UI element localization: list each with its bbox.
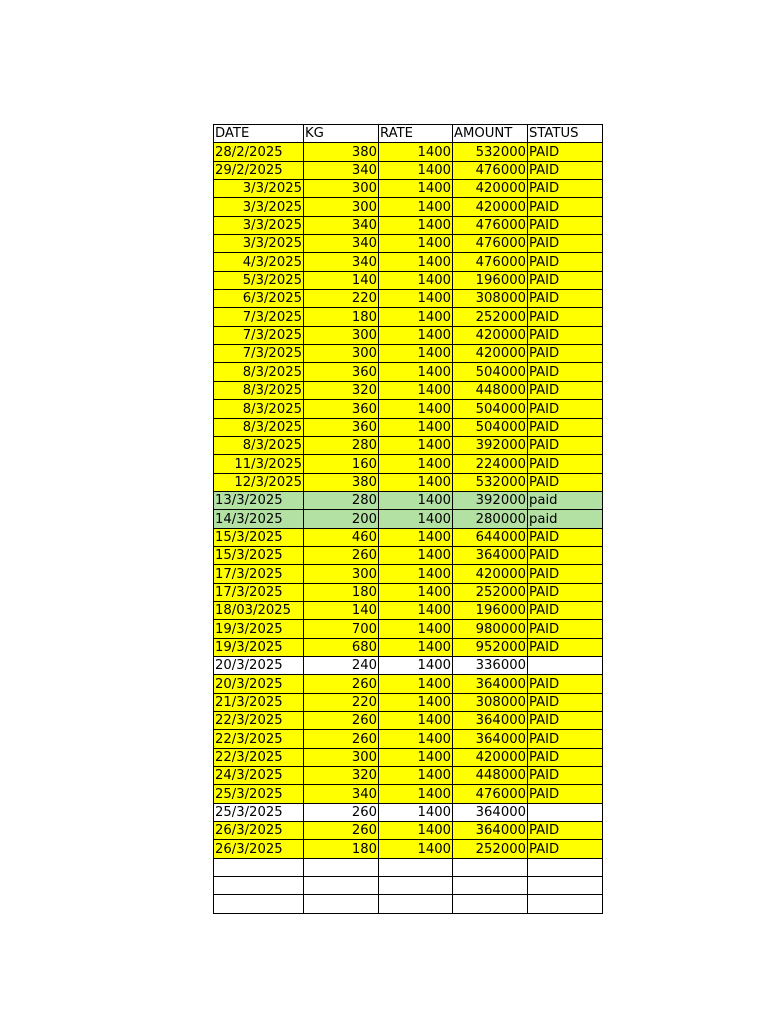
cell-rate: 1400	[379, 198, 453, 216]
cell-status: PAID	[528, 216, 603, 234]
cell-kg: 380	[304, 143, 379, 161]
cell-kg: 340	[304, 235, 379, 253]
cell-rate: 1400	[379, 803, 453, 821]
cell-status: PAID	[528, 840, 603, 858]
cell-rate: 1400	[379, 675, 453, 693]
cell-status: PAID	[528, 198, 603, 216]
cell-date: 20/3/2025	[214, 675, 304, 693]
cell-status: PAID	[528, 161, 603, 179]
cell-rate: 1400	[379, 253, 453, 271]
cell-kg: 160	[304, 455, 379, 473]
cell-kg: 300	[304, 565, 379, 583]
cell-amount: 336000	[453, 656, 528, 674]
table-row	[214, 290, 603, 308]
table-row	[214, 216, 603, 234]
cell-amount: 196000	[453, 271, 528, 289]
cell-rate: 1400	[379, 161, 453, 179]
cell-amount: 364000	[453, 822, 528, 840]
table-row	[214, 235, 603, 253]
cell-status: PAID	[528, 473, 603, 491]
cell-date: 7/3/2025	[214, 308, 304, 326]
cell-kg: 300	[304, 180, 379, 198]
cell-date: 22/3/2025	[214, 712, 304, 730]
cell-amount: 952000	[453, 638, 528, 656]
table-body	[214, 143, 603, 913]
cell-kg: 360	[304, 363, 379, 381]
cell-rate: 1400	[379, 510, 453, 528]
cell-rate: 1400	[379, 491, 453, 509]
cell-rate: 1400	[379, 345, 453, 363]
cell-status: PAID	[528, 748, 603, 766]
cell-rate: 1400	[379, 400, 453, 418]
cell-rate: 1400	[379, 638, 453, 656]
cell-kg: 380	[304, 473, 379, 491]
cell-amount: 392000	[453, 491, 528, 509]
table-row	[214, 877, 603, 895]
cell-kg: 300	[304, 748, 379, 766]
header-kg: KG	[304, 125, 379, 143]
cell-amount: 420000	[453, 180, 528, 198]
table-row	[214, 326, 603, 344]
cell-date: 11/3/2025	[214, 455, 304, 473]
cell-date: 8/3/2025	[214, 381, 304, 399]
cell-status: paid	[528, 491, 603, 509]
cell-kg: 360	[304, 400, 379, 418]
cell-kg: 300	[304, 198, 379, 216]
cell-status	[528, 803, 603, 821]
cell-rate: 1400	[379, 656, 453, 674]
cell-status: PAID	[528, 290, 603, 308]
cell-date: 24/3/2025	[214, 767, 304, 785]
cell-status: PAID	[528, 363, 603, 381]
table-row	[214, 620, 603, 638]
table-row	[214, 253, 603, 271]
table-row	[214, 528, 603, 546]
table-row	[214, 748, 603, 766]
cell-date: 19/3/2025	[214, 620, 304, 638]
cell-rate: 1400	[379, 235, 453, 253]
cell-rate: 1400	[379, 693, 453, 711]
cell-kg: 340	[304, 216, 379, 234]
cell-date: 25/3/2025	[214, 803, 304, 821]
cell-date: 8/3/2025	[214, 436, 304, 454]
cell-status	[528, 895, 603, 913]
table-row	[214, 400, 603, 418]
table-row	[214, 546, 603, 564]
cell-kg: 680	[304, 638, 379, 656]
cell-kg: 300	[304, 345, 379, 363]
cell-status: PAID	[528, 381, 603, 399]
cell-date: 15/3/2025	[214, 546, 304, 564]
cell-status: PAID	[528, 326, 603, 344]
cell-amount: 476000	[453, 216, 528, 234]
table-row	[214, 583, 603, 601]
cell-rate: 1400	[379, 363, 453, 381]
table-row	[214, 198, 603, 216]
cell-kg: 220	[304, 693, 379, 711]
cell-rate: 1400	[379, 748, 453, 766]
cell-date: 22/3/2025	[214, 748, 304, 766]
cell-amount: 476000	[453, 235, 528, 253]
cell-amount: 420000	[453, 748, 528, 766]
cell-kg: 220	[304, 290, 379, 308]
cell-status: PAID	[528, 546, 603, 564]
cell-rate: 1400	[379, 767, 453, 785]
cell-status: PAID	[528, 400, 603, 418]
cell-amount: 420000	[453, 198, 528, 216]
cell-amount: 476000	[453, 253, 528, 271]
cell-kg: 460	[304, 528, 379, 546]
cell-rate: 1400	[379, 601, 453, 619]
cell-status: paid	[528, 510, 603, 528]
table-row	[214, 803, 603, 821]
cell-kg: 340	[304, 253, 379, 271]
table-row	[214, 161, 603, 179]
cell-kg: 180	[304, 308, 379, 326]
cell-status: PAID	[528, 620, 603, 638]
cell-amount: 504000	[453, 418, 528, 436]
cell-kg: 260	[304, 675, 379, 693]
cell-rate	[379, 877, 453, 895]
cell-date: 25/3/2025	[214, 785, 304, 803]
cell-rate: 1400	[379, 381, 453, 399]
cell-date	[214, 858, 304, 876]
cell-rate: 1400	[379, 216, 453, 234]
cell-rate: 1400	[379, 143, 453, 161]
cell-kg: 340	[304, 785, 379, 803]
cell-rate: 1400	[379, 271, 453, 289]
table-row	[214, 712, 603, 730]
cell-status: PAID	[528, 638, 603, 656]
cell-status: PAID	[528, 675, 603, 693]
table-row	[214, 840, 603, 858]
cell-date: 6/3/2025	[214, 290, 304, 308]
cell-amount: 448000	[453, 767, 528, 785]
cell-status: PAID	[528, 235, 603, 253]
cell-amount: 644000	[453, 528, 528, 546]
cell-status: PAID	[528, 143, 603, 161]
table-row	[214, 418, 603, 436]
cell-status	[528, 877, 603, 895]
cell-date: 3/3/2025	[214, 235, 304, 253]
cell-status: PAID	[528, 436, 603, 454]
cell-amount: 280000	[453, 510, 528, 528]
cell-status: PAID	[528, 601, 603, 619]
cell-rate: 1400	[379, 308, 453, 326]
table-row	[214, 345, 603, 363]
cell-date: 7/3/2025	[214, 345, 304, 363]
cell-kg: 280	[304, 491, 379, 509]
table-row	[214, 656, 603, 674]
cell-rate: 1400	[379, 730, 453, 748]
cell-status: PAID	[528, 583, 603, 601]
cell-kg: 320	[304, 381, 379, 399]
cell-status: PAID	[528, 345, 603, 363]
cell-kg: 200	[304, 510, 379, 528]
cell-kg: 260	[304, 730, 379, 748]
cell-date: 8/3/2025	[214, 400, 304, 418]
cell-status: PAID	[528, 271, 603, 289]
cell-amount: 364000	[453, 675, 528, 693]
cell-status: PAID	[528, 418, 603, 436]
table-row	[214, 363, 603, 381]
cell-rate: 1400	[379, 712, 453, 730]
table-row	[214, 491, 603, 509]
cell-date: 29/2/2025	[214, 161, 304, 179]
cell-date: 5/3/2025	[214, 271, 304, 289]
cell-amount: 364000	[453, 712, 528, 730]
header-status: STATUS	[528, 125, 603, 143]
cell-amount: 252000	[453, 308, 528, 326]
cell-amount: 420000	[453, 345, 528, 363]
table-row	[214, 858, 603, 876]
cell-kg: 240	[304, 656, 379, 674]
table-row	[214, 638, 603, 656]
header-date: DATE	[214, 125, 304, 143]
cell-status: PAID	[528, 565, 603, 583]
cell-date: 14/3/2025	[214, 510, 304, 528]
cell-rate: 1400	[379, 180, 453, 198]
table-row	[214, 565, 603, 583]
cell-kg: 140	[304, 601, 379, 619]
cell-status: PAID	[528, 308, 603, 326]
cell-rate: 1400	[379, 418, 453, 436]
cell-amount: 364000	[453, 803, 528, 821]
cell-status: PAID	[528, 455, 603, 473]
cell-amount: 308000	[453, 290, 528, 308]
table-row	[214, 381, 603, 399]
cell-date: 17/3/2025	[214, 565, 304, 583]
cell-kg	[304, 895, 379, 913]
cell-kg: 320	[304, 767, 379, 785]
cell-date: 8/3/2025	[214, 363, 304, 381]
cell-date: 15/3/2025	[214, 528, 304, 546]
cell-date: 8/3/2025	[214, 418, 304, 436]
cell-rate: 1400	[379, 620, 453, 638]
table-row	[214, 693, 603, 711]
cell-kg	[304, 877, 379, 895]
cell-amount: 504000	[453, 400, 528, 418]
cell-date: 22/3/2025	[214, 730, 304, 748]
cell-date: 3/3/2025	[214, 198, 304, 216]
cell-amount: 448000	[453, 381, 528, 399]
cell-kg: 260	[304, 546, 379, 564]
cell-amount: 252000	[453, 583, 528, 601]
cell-rate: 1400	[379, 436, 453, 454]
table-row	[214, 473, 603, 491]
cell-rate: 1400	[379, 565, 453, 583]
payment-table	[213, 124, 603, 914]
table-row	[214, 767, 603, 785]
cell-kg: 300	[304, 326, 379, 344]
cell-rate: 1400	[379, 822, 453, 840]
cell-rate: 1400	[379, 528, 453, 546]
cell-amount: 504000	[453, 363, 528, 381]
cell-kg: 340	[304, 161, 379, 179]
cell-status	[528, 858, 603, 876]
cell-status: PAID	[528, 712, 603, 730]
cell-date: 7/3/2025	[214, 326, 304, 344]
cell-amount: 532000	[453, 143, 528, 161]
cell-amount: 980000	[453, 620, 528, 638]
cell-status: PAID	[528, 180, 603, 198]
cell-kg: 140	[304, 271, 379, 289]
cell-amount: 364000	[453, 730, 528, 748]
cell-rate	[379, 895, 453, 913]
cell-status: PAID	[528, 528, 603, 546]
cell-status: PAID	[528, 730, 603, 748]
cell-amount	[453, 858, 528, 876]
cell-kg: 260	[304, 803, 379, 821]
cell-amount: 364000	[453, 546, 528, 564]
table-row	[214, 895, 603, 913]
cell-kg: 180	[304, 583, 379, 601]
cell-status: PAID	[528, 822, 603, 840]
table-row	[214, 730, 603, 748]
cell-rate: 1400	[379, 455, 453, 473]
cell-date: 3/3/2025	[214, 216, 304, 234]
cell-kg: 180	[304, 840, 379, 858]
cell-date: 13/3/2025	[214, 491, 304, 509]
table-row	[214, 785, 603, 803]
cell-rate: 1400	[379, 546, 453, 564]
cell-amount: 532000	[453, 473, 528, 491]
cell-date: 18/03/2025	[214, 601, 304, 619]
cell-date: 26/3/2025	[214, 840, 304, 858]
cell-date: 20/3/2025	[214, 656, 304, 674]
cell-date: 12/3/2025	[214, 473, 304, 491]
cell-rate: 1400	[379, 583, 453, 601]
cell-amount: 196000	[453, 601, 528, 619]
cell-status: PAID	[528, 767, 603, 785]
table-row	[214, 601, 603, 619]
cell-date: 19/3/2025	[214, 638, 304, 656]
cell-amount: 476000	[453, 161, 528, 179]
table-row	[214, 436, 603, 454]
cell-date: 3/3/2025	[214, 180, 304, 198]
table-row	[214, 455, 603, 473]
table-row	[214, 675, 603, 693]
cell-amount: 392000	[453, 436, 528, 454]
cell-date	[214, 895, 304, 913]
cell-status: PAID	[528, 785, 603, 803]
cell-date: 17/3/2025	[214, 583, 304, 601]
cell-date	[214, 877, 304, 895]
table-row	[214, 308, 603, 326]
header-row	[214, 125, 603, 143]
cell-date: 26/3/2025	[214, 822, 304, 840]
cell-amount: 308000	[453, 693, 528, 711]
header-amount: AMOUNT	[453, 125, 528, 143]
cell-amount	[453, 895, 528, 913]
cell-amount: 420000	[453, 326, 528, 344]
cell-status: PAID	[528, 693, 603, 711]
cell-date: 28/2/2025	[214, 143, 304, 161]
cell-kg: 260	[304, 712, 379, 730]
cell-rate: 1400	[379, 785, 453, 803]
cell-amount: 224000	[453, 455, 528, 473]
cell-rate	[379, 858, 453, 876]
cell-kg: 280	[304, 436, 379, 454]
cell-amount: 252000	[453, 840, 528, 858]
cell-kg: 700	[304, 620, 379, 638]
cell-rate: 1400	[379, 290, 453, 308]
cell-amount: 420000	[453, 565, 528, 583]
table-row	[214, 822, 603, 840]
cell-rate: 1400	[379, 473, 453, 491]
cell-date: 4/3/2025	[214, 253, 304, 271]
cell-date: 21/3/2025	[214, 693, 304, 711]
table-row	[214, 180, 603, 198]
cell-rate: 1400	[379, 326, 453, 344]
table-row	[214, 510, 603, 528]
cell-amount: 476000	[453, 785, 528, 803]
cell-kg: 260	[304, 822, 379, 840]
cell-status: PAID	[528, 253, 603, 271]
cell-rate: 1400	[379, 840, 453, 858]
header-rate: RATE	[379, 125, 453, 143]
table-row	[214, 143, 603, 161]
cell-status	[528, 656, 603, 674]
cell-amount	[453, 877, 528, 895]
table-row	[214, 271, 603, 289]
cell-kg: 360	[304, 418, 379, 436]
cell-kg	[304, 858, 379, 876]
